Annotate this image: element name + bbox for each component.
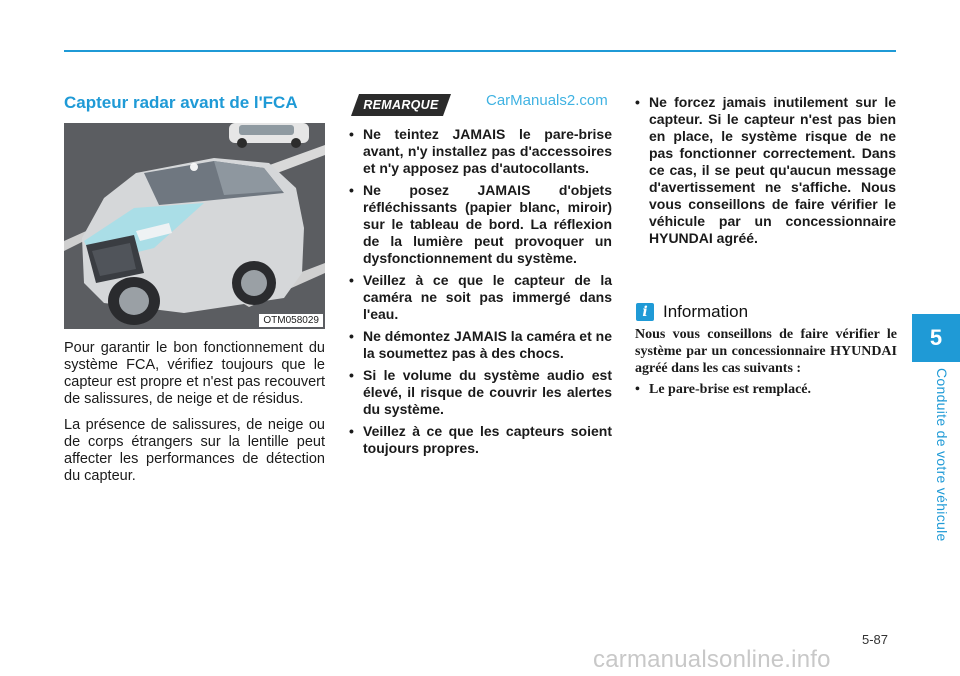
- paragraph: Pour garantir le bon fonctionnement du système FCA, vérifiez toujours que le capteur est propre et n'est pas recouvert de salissures, de neige et de résidus.: [64, 340, 325, 407]
- list-item: • Ne forcez jamais inutilement sur le capteur. Si le capteur n'est pas bien en place, le système risque de ne pas fonctionner correctement. Dans ce cas, il se peut qu'aucun message d'avertissement ne s'affiche. Nous vous conseillons de faire vérifier le véhicule par un concessionnaire HYUNDAI agréé.: [632, 94, 896, 247]
- chapter-label: Conduite de votre véhicule: [934, 368, 950, 542]
- information-text: Nous vous conseillons de faire vérifier le système par un concessionnaire HYUNDAI agréé dans les cas suivants :: [635, 327, 897, 376]
- figure-code: OTM058029: [259, 314, 323, 327]
- description-text: [64, 340, 325, 494]
- list-item: • Veillez à ce que les capteurs soient toujours propres.: [346, 423, 612, 457]
- information-body: [635, 326, 897, 398]
- car-front-radar-illustration: [64, 123, 325, 329]
- info-icon: i: [636, 303, 654, 321]
- remarque-banner: [351, 94, 451, 116]
- chapter-number: 5: [929, 325, 943, 350]
- footer-watermark[interactable]: carmanualsonline.info: [593, 646, 831, 673]
- list-item: • Ne posez JAMAIS d'objets réfléchissants (papier blanc, miroir) sur le tableau de bord. La réflexion de la lumière peut provoquer un dysfonctionnement du système.: [346, 182, 612, 267]
- list-item: • Si le volume du système audio est élevé, il risque de couvrir les alertes du système.: [346, 367, 612, 418]
- section-title: Capteur radar avant de l'FCA: [64, 93, 298, 112]
- information-header: [636, 302, 748, 322]
- list-item: • Ne démontez JAMAIS la caméra et ne la soumettez pas à des chocs.: [346, 328, 612, 362]
- top-rule: [64, 50, 896, 52]
- paragraph: La présence de salissures, de neige ou de corps étrangers sur la lentille peut affecter les performances de détection du capteur.: [64, 417, 325, 484]
- chapter-tab: [912, 314, 960, 362]
- list-item: • Veillez à ce que le capteur de la caméra ne soit pas immergé dans l'eau.: [346, 272, 612, 323]
- remarque-label: REMARQUE: [363, 98, 439, 112]
- radar-sensor-figure: [64, 123, 325, 329]
- list-item: • Le pare-brise est remplacé.: [635, 381, 897, 398]
- information-title: Information: [663, 302, 749, 321]
- watermark-link[interactable]: CarManuals2.com: [486, 92, 608, 109]
- remarque-list-column-2: [632, 94, 896, 252]
- remarque-list-column-1: [346, 126, 612, 462]
- page-number: 5-87: [862, 632, 889, 647]
- list-item: • Ne teintez JAMAIS le pare-brise avant, n'y installez pas d'accessoires et n'y apposez pas d'autocollants.: [346, 126, 612, 177]
